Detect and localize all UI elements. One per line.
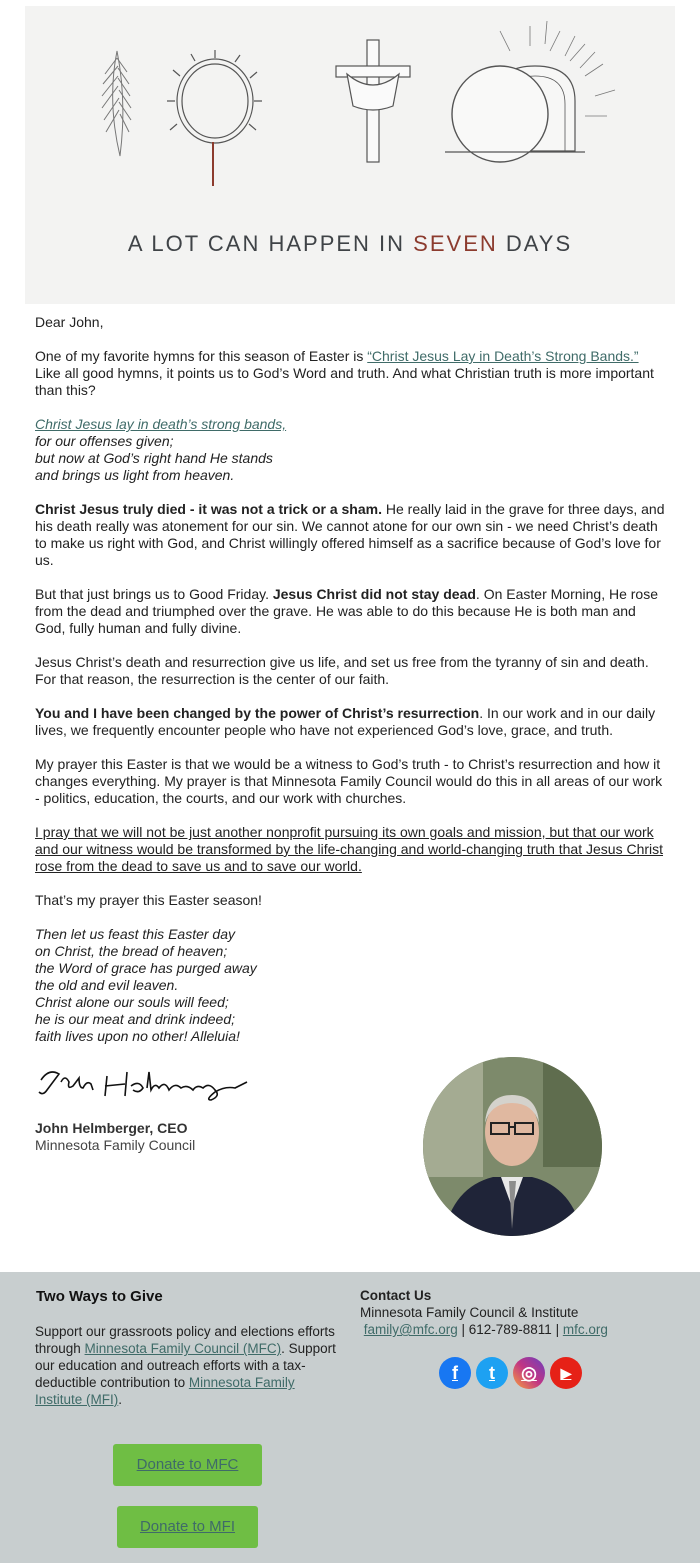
letter-body: [35, 314, 667, 1062]
give-description: Support our grassroots policy and elections efforts through Minnesota Family Council (MFC). Support our education and outreach efforts with a tax-deductible contribution to Minnesota Family Institute (MFI).: [35, 1324, 336, 1407]
paragraph-closing: That’s my prayer this Easter season!: [35, 892, 262, 908]
contact-block: [360, 1287, 608, 1338]
mfi-link[interactable]: Minnesota Family Institute (MFI): [35, 1375, 295, 1407]
paragraph-witness: I pray that we will not be just another nonprofit pursuing its own goals and mission, but that our work and our witness would be transformed by the life-changing and world-changing truth that Jesus Christ rose from the dead to save us and to save our world.: [35, 824, 664, 874]
palm-icon: [102, 51, 131, 156]
hymn-link[interactable]: “Christ Jesus Lay in Death’s Strong Bands.”: [367, 348, 639, 364]
contact-details: family@mfc.org | 612-789-8811 | mfc.org: [363, 1322, 608, 1337]
paragraph-died: Christ Jesus truly died - it was not a trick or a sham. He really laid in the grave for three days, and his death really was atonement for our sin. We cannot atone for our own sin - we need Christ’s death to make us right with God, and Christ willingly offered himself as a sacrifice because of God’s love for us.: [35, 501, 665, 568]
hymn-verse-1: Christ Jesus lay in death’s strong bands, for our offenses given; but now at God’s right hand He stands and brings us light from heaven.: [35, 416, 287, 483]
paragraph-good-friday: But that just brings us to Good Friday. Jesus Christ did not stay dead. On Easter Morning, He rose from the dead and triumphed over the grave. He was able to do this because He is both man and God, fully human and fully divine.: [35, 586, 658, 636]
phone-number: 612-789-8811: [468, 1322, 552, 1337]
contact-org: Minnesota Family Council & Institute: [360, 1305, 579, 1320]
contact-title: Contact Us: [360, 1288, 432, 1303]
ceo-photo: [423, 1057, 602, 1236]
facebook-icon[interactable]: f: [439, 1357, 471, 1389]
paragraph-changed: You and I have been changed by the power of Christ’s resurrection. In our work and in our daily lives, we frequently encounter people who have not experienced God’s love, grace, and truth.: [35, 705, 656, 738]
donate-mfc-button[interactable]: Donate to MFC: [113, 1444, 262, 1486]
social-links: [439, 1357, 582, 1389]
crown-of-thorns-icon: [167, 50, 262, 186]
handwritten-signature: [35, 1060, 255, 1104]
footer: [0, 1272, 700, 1563]
hero-banner: [25, 6, 675, 304]
email-link[interactable]: family@mfc.org: [363, 1322, 458, 1337]
hymn-verse-link[interactable]: Christ Jesus lay in death’s strong bands,: [35, 416, 287, 432]
signer-org: Minnesota Family Council: [35, 1137, 196, 1153]
hero-headline: A LOT CAN HAPPEN IN SEVEN DAYS: [127, 231, 573, 256]
paragraph-resurrection: Jesus Christ’s death and resurrection give us life, and set us free from the tyranny of sin and death. For that reason, the resurrection is the center of our faith.: [35, 654, 649, 687]
website-link[interactable]: mfc.org: [562, 1322, 608, 1337]
intro-paragraph: One of my favorite hymns for this season of Easter is “Christ Jesus Lay in Death’s Strong Bands.” Like all good hymns, it points us to God’s Word and truth. And what Christian truth is more important than this?: [35, 348, 654, 398]
cross-icon: [336, 40, 410, 162]
youtube-icon[interactable]: ▶: [550, 1357, 582, 1389]
paragraph-prayer: My prayer this Easter is that we would be a witness to God’s truth - to Christ’s resurrection and how it changes everything. My prayer is that Minnesota Family Council would do this in all areas of our work - politics, education, the courts, and our work with churches.: [35, 756, 663, 806]
easter-illustration: [25, 6, 675, 304]
greeting: Dear John,: [35, 314, 104, 330]
empty-tomb-icon: [445, 21, 615, 162]
mfc-link[interactable]: Minnesota Family Council (MFC): [84, 1341, 282, 1356]
signer-name: John Helmberger, CEO: [35, 1120, 188, 1136]
twitter-icon[interactable]: t: [476, 1357, 508, 1389]
hymn-verse-2: Then let us feast this Easter day on Christ, the bread of heaven; the Word of grace has purged away the old and evil leaven. Christ alone our souls will feed; he is our meat and drink indeed; faith lives upon no other! Alleluia!: [35, 926, 257, 1044]
signature-block: [35, 1120, 195, 1154]
instagram-icon[interactable]: ◎: [513, 1357, 545, 1389]
donate-mfi-button[interactable]: Donate to MFI: [117, 1506, 258, 1548]
give-title: Two Ways to Give: [36, 1288, 163, 1305]
